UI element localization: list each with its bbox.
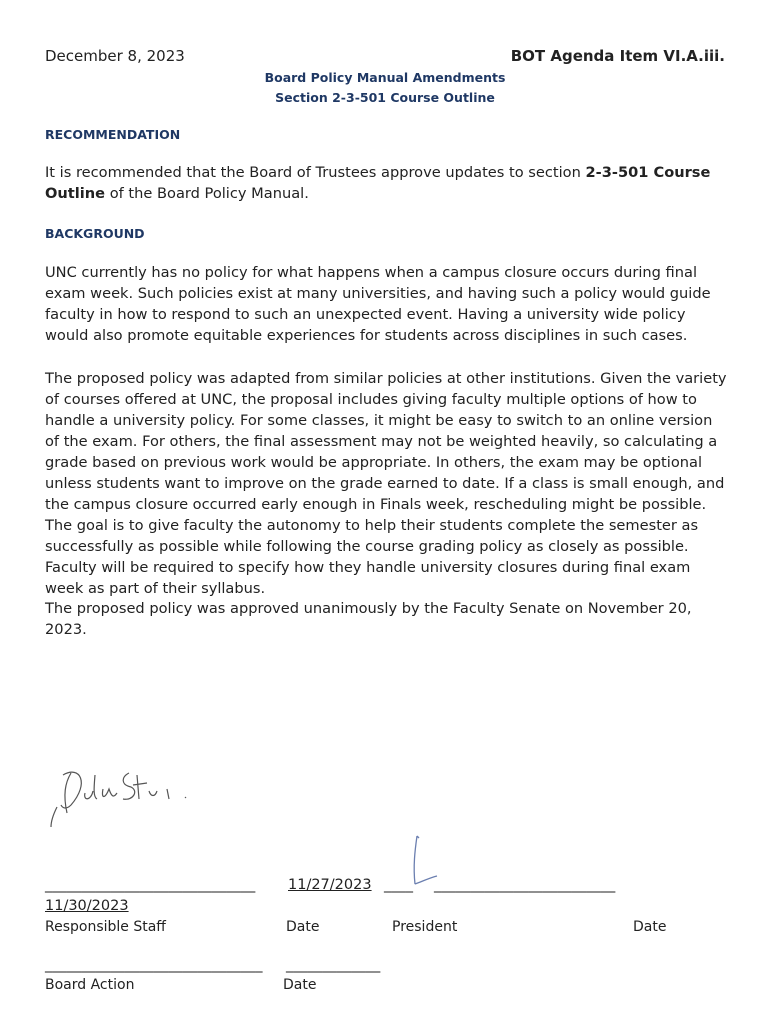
president-signature-short-line: ____: [384, 877, 413, 893]
president-signed-date: 11/30/2023: [45, 898, 129, 914]
agenda-item-label: BOT Agenda Item VI.A.iii.: [510, 47, 725, 65]
background-heading: BACKGROUND: [45, 226, 145, 241]
background-paragraph-1: UNC currently has no policy for what happens when a campus closure occurs during final exam week. Such policies exist at many universities, and having such a policy would guide faculty in how to respond to such an unexpected event. Having a university wide policy would also promote equitable experiences for students across disciplines in such cases.: [45, 264, 711, 344]
document-subtitle: Section 2-3-501 Course Outline: [275, 90, 495, 105]
recommendation-section-ref: 2-3-501 Course Outline: [45, 164, 711, 202]
responsible-staff-label: Responsible Staff: [45, 919, 166, 935]
background-paragraph-2: The proposed policy was adapted from similar policies at other institutions. Given the variety of courses offered at UNC, the proposal includes giving faculty multiple options of how to handle a university policy. For some classes, it might be easy to switch to an online version of the exam. For others, the final assessment may not be weighted heavily, so calculating a grade based on previous work would be appropriate. In others, the exam may be optional unless students want to improve on the grade earned to date. If a class is small enough, and the campus closure occurred early enough in Finals week, rescheduling might be possible. The goal is to give faculty the autonomy to help their students complete the semester as successfully as possible while following the course grading policy as closely as possible. Faculty will be required to specify how they handle university closures during final exam week as part of their syllabus.: [45, 370, 727, 597]
staff-signature-image: [45, 765, 205, 830]
president-date-label: Date: [633, 919, 667, 935]
recommendation-heading: RECOMMENDATION: [45, 127, 181, 142]
board-action-line: ______________________________: [45, 957, 263, 973]
recommendation-text-before: It is recommended that the Board of Trustees approve updates to section: [45, 164, 586, 181]
recommendation-text-after: of the Board Policy Manual.: [105, 185, 309, 202]
board-date-label: Date: [283, 977, 317, 993]
board-action-label: Board Action: [45, 977, 135, 993]
staff-signature-line: _____________________________: [45, 877, 256, 893]
recommendation-paragraph: [45, 162, 730, 204]
document-title: Board Policy Manual Amendments: [264, 70, 506, 85]
background-paragraph-3: The proposed policy was approved unanimously by the Faculty Senate on November 20, 2023.: [45, 600, 692, 638]
president-label: President: [392, 919, 458, 935]
document-date: December 8, 2023: [45, 47, 185, 65]
president-signature-line: _________________________: [434, 877, 616, 893]
board-date-line: _____________: [286, 957, 381, 973]
staff-signed-date: 11/27/2023: [288, 877, 372, 893]
staff-date-label: Date: [286, 919, 320, 935]
